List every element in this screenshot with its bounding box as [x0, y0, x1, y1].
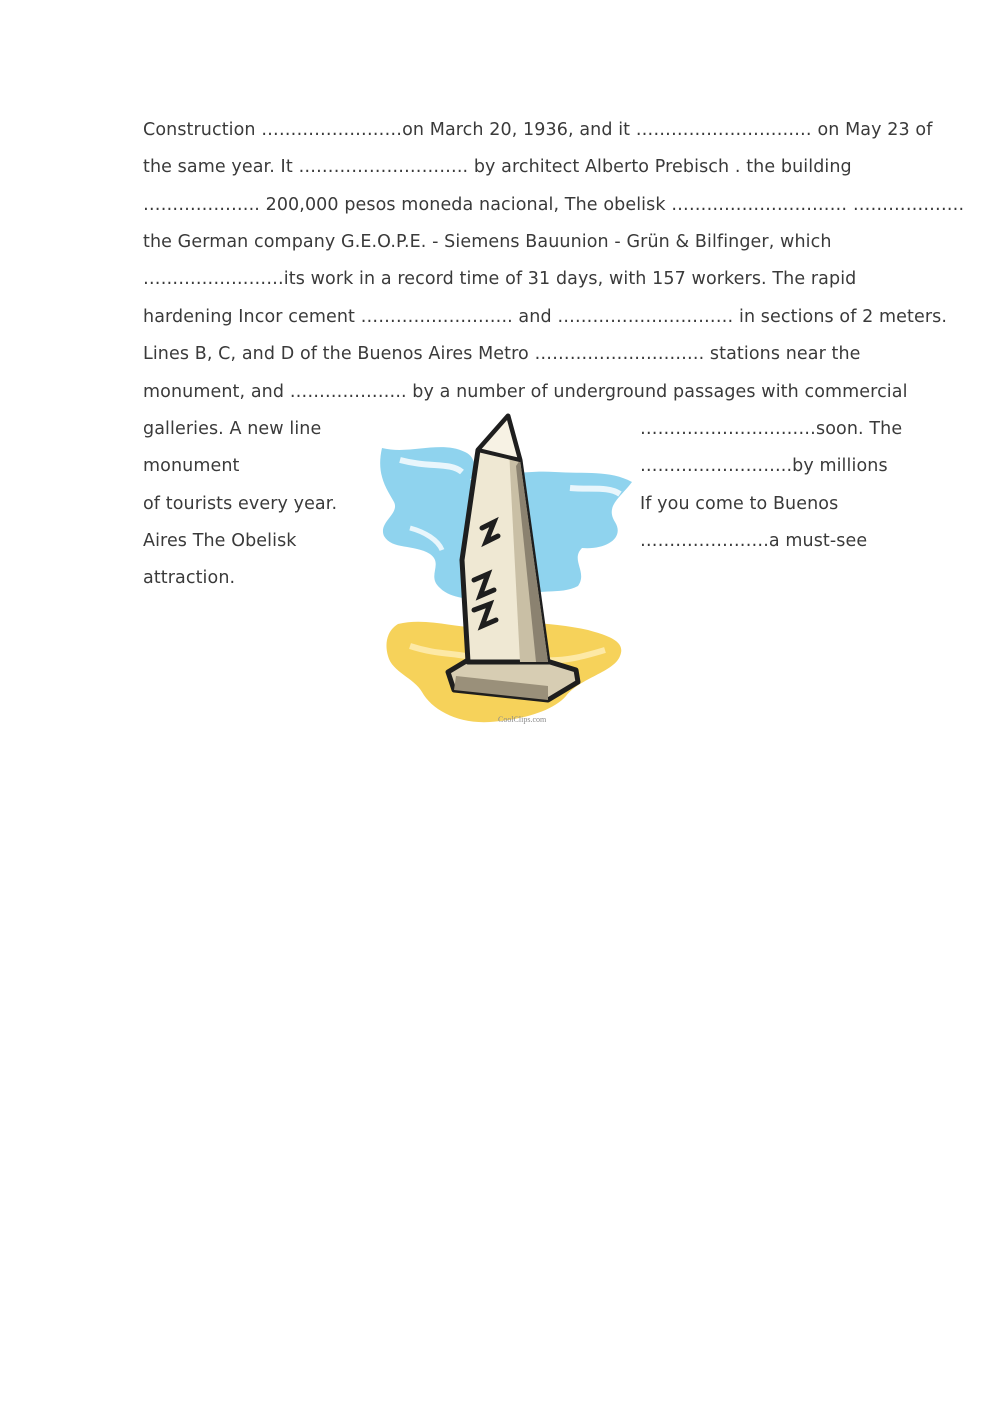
- text-right-3: If you come to Buenos: [640, 494, 839, 514]
- text-line-3: ……………….. 200,000 pesos moneda nacional, The obelisk ………………………… ……………….: [143, 195, 965, 215]
- text-right-1: …………………………soon. The: [640, 419, 903, 439]
- text-left-1: galleries. A new line: [143, 419, 322, 439]
- text-line-8: monument, and ……………….. by a number of underground passages with commercial: [143, 382, 908, 402]
- text-left-4: Aires The Obelisk: [143, 531, 297, 551]
- text-line-4: the German company G.E.O.P.E. - Siemens Bauunion - Grün & Bilfinger, which: [143, 232, 832, 252]
- text-left-3: of tourists every year.: [143, 494, 338, 514]
- obelisk-illustration: [370, 410, 640, 735]
- text-right-4: ………………….a must-see: [640, 531, 868, 551]
- text-line-1: Construction ……………………on March 20, 1936, and it ………………………… on May 23 of: [143, 120, 933, 140]
- text-line-5: ……………………its work in a record time of 31 days, with 157 workers. The rapid: [143, 269, 857, 289]
- text-line-6: hardening Incor cement …………………….. and ………………………… in sections of 2 meters.: [143, 307, 948, 327]
- text-left-2: monument: [143, 456, 240, 476]
- text-right-2: ……………………..by millions: [640, 456, 888, 476]
- text-line-7: Lines B, C, and D of the Buenos Aires Metro ……………………….. stations near the: [143, 344, 861, 364]
- text-left-5: attraction.: [143, 568, 236, 588]
- text-line-2: the same year. It ……………………….. by architect Alberto Prebisch . the building: [143, 157, 852, 177]
- watermark-text: CoolClips.com: [498, 715, 547, 724]
